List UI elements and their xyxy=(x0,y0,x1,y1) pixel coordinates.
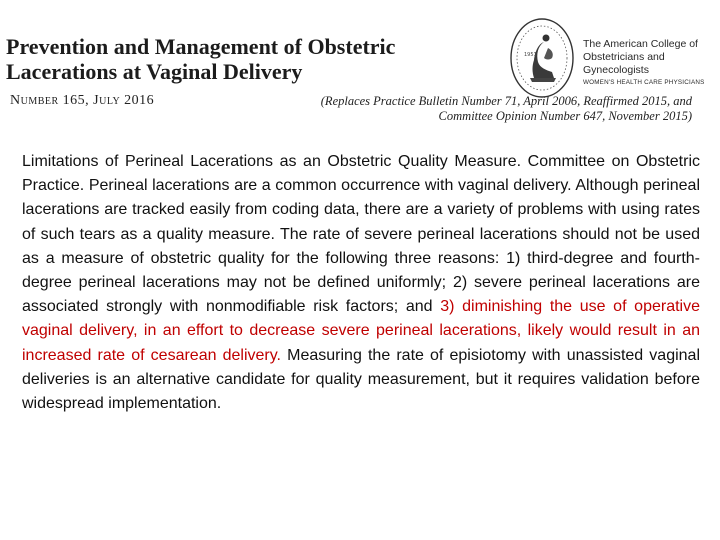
svg-text:1951: 1951 xyxy=(524,52,537,58)
organization-name-line-2: Obstetricians and Gynecologists xyxy=(583,51,665,76)
body-text-highlight: 3) diminishing the use of operative vaginal delivery, in an effort to decrease severe perineal lacerations, likely would result in an increased rate of cesarean delivery. xyxy=(22,298,701,364)
body-text-intro: Limitations of Perineal Lacerations as an Obstetric Quality Measure. Committee on Obstetric Practice. Perineal lacerations are a common occurrence with vaginal delivery. Although perineal lacerations are tracked easily from coding data, there are a variety of problems with using rates of such tears as a quality measure. The rate of severe perineal lacerations should not be used as a measure of obstetric quality for the following three reasons: 1) third-degree and fourth-degree perineal lacerations may not be defined uniformly; 2) severe perineal lacerations are associated strongly with nonmodifiable risk factors; and xyxy=(22,153,700,316)
replaces-note-line-1: (Replaces Practice Bulletin Number 71, April 2006, Reaffirmed 2015, and xyxy=(320,94,692,108)
document-title xyxy=(6,34,395,84)
organization-block xyxy=(583,38,718,88)
body-text-closing: Measuring the rate of episiotomy with unassisted vaginal deliveries is an alternative candidate for quality measurement, but it requires validation before widespread implementation. xyxy=(22,346,701,413)
body-paragraph xyxy=(22,150,700,416)
bulletin-number: Number 165, July 2016 xyxy=(10,93,155,108)
replaces-note xyxy=(272,94,692,124)
organization-tagline: WOMEN'S HEALTH CARE PHYSICIANS xyxy=(583,79,705,86)
document-title-line-1: Prevention and Management of Obstetric xyxy=(6,34,396,59)
organization-name-line-1: The American College of xyxy=(583,38,698,50)
document-title-line-2: Lacerations at Vaginal Delivery xyxy=(6,59,303,84)
replaces-note-line-2: Committee Opinion Number 647, November 2015) xyxy=(438,109,692,123)
acog-seal-icon xyxy=(508,16,576,100)
